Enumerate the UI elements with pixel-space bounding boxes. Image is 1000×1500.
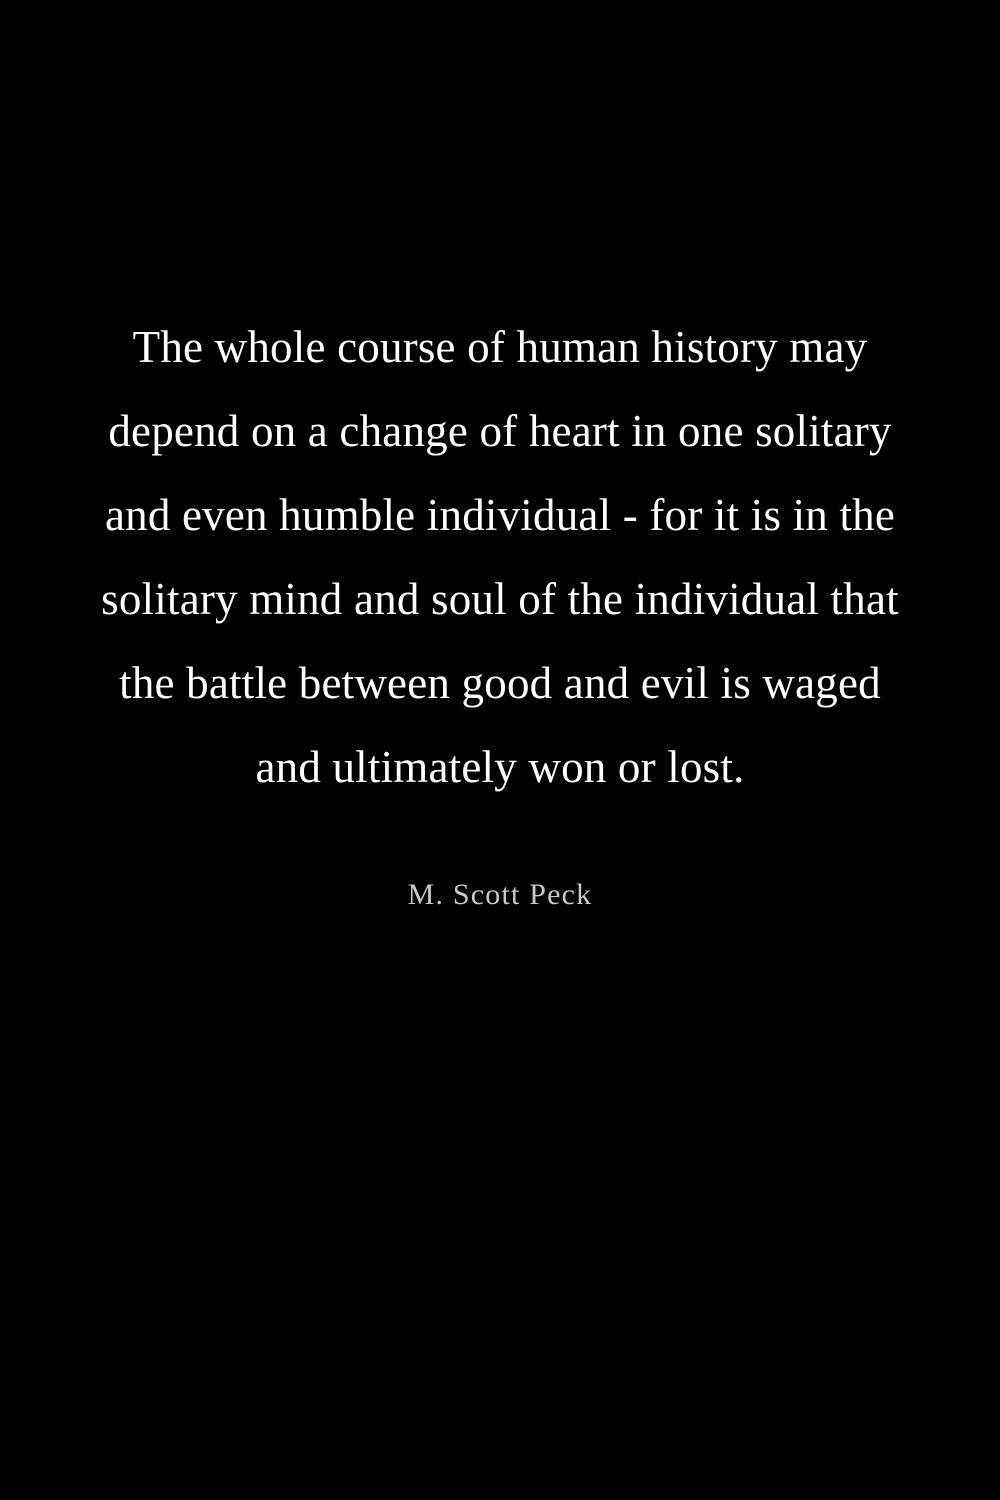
quote-text: The whole course of human history may depend on a change of heart in one solitary and even humble individual - for it is in the solitary mind and soul of the individual that the battle between good and evil is waged and ultimately won or lost. bbox=[101, 322, 899, 792]
quote-author: M. Scott Peck bbox=[407, 878, 593, 911]
